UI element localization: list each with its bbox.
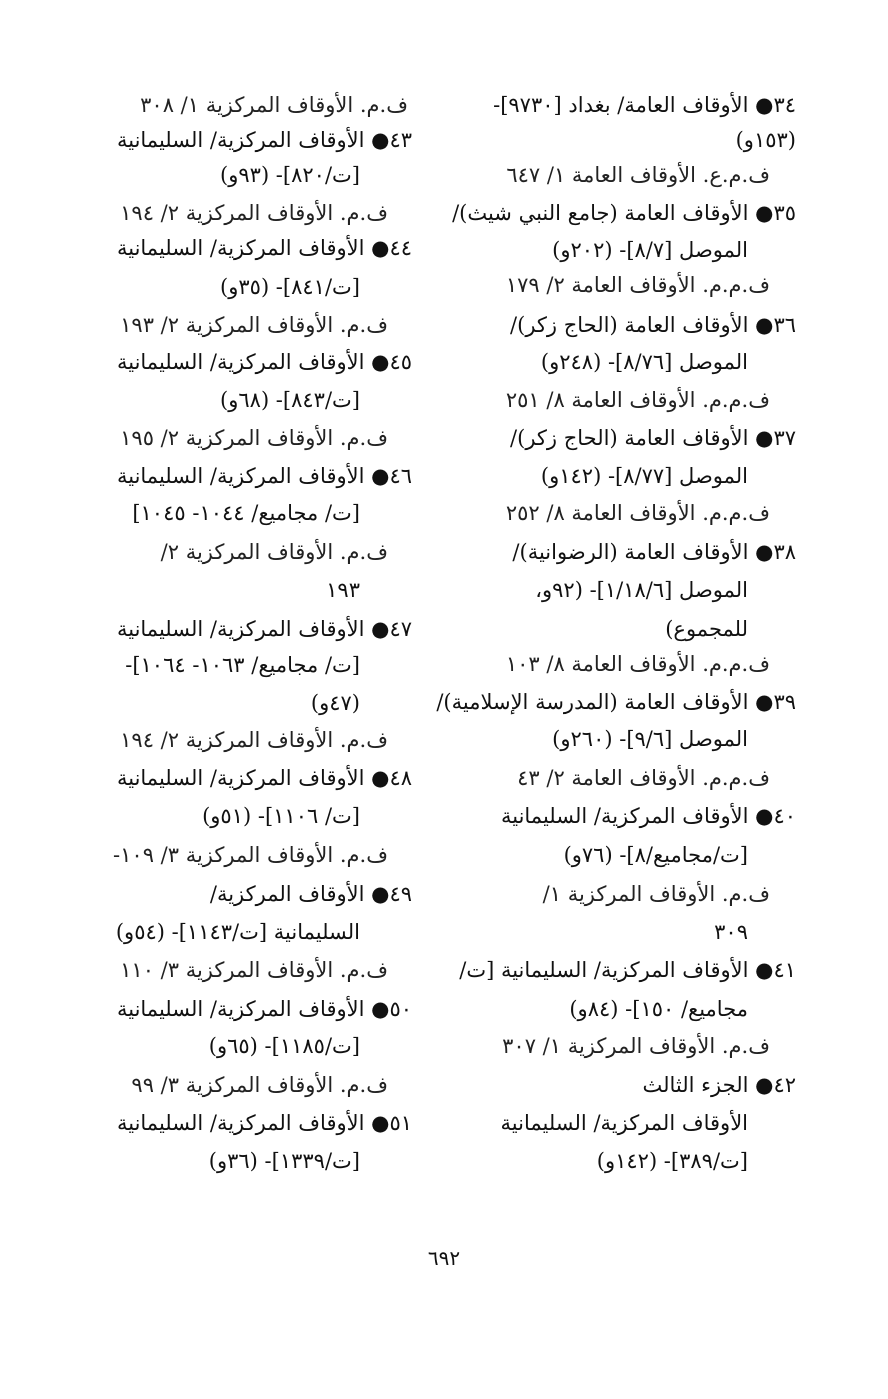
page-number: ٦٩٢ (427, 1246, 461, 1270)
right-column-line-19: ف.م.م. الأوقاف العامة ٢/ ٤٣ (517, 766, 770, 790)
left-column-line-8: ٤٥● الأوقاف المركزية/ السليمانية (116, 350, 412, 374)
left-column-line-12: [ت/ مجاميع/ ١٠٤٤- ١٠٤٥] (132, 501, 360, 525)
right-column-line-26: ف.م. الأوقاف المركزية ١/ ٣٠٧ (502, 1034, 770, 1058)
right-column-line-23: ٣٠٩ (714, 920, 748, 944)
right-column-line-10: ٣٧● الأوقاف العامة (الحاج زكر)/ (510, 426, 796, 450)
right-column-line-6: ف.م.م. الأوقاف العامة ٢/ ١٧٩ (505, 273, 770, 297)
left-column-line-23: السليمانية [ت/١١٤٣]- (٥٤و) (115, 920, 360, 944)
left-column-line-28: ٥١● الأوقاف المركزية/ السليمانية (116, 1111, 412, 1135)
right-column-line-11: الموصل [٨/٧٧]- (١٤٢و) (540, 464, 748, 488)
right-column-line-16: ف.م.م. الأوقاف العامة ٨/ ١٠٣ (505, 652, 770, 676)
left-column-line-21: ف.م. الأوقاف المركزية ٣/ ١٠٩- (113, 843, 388, 867)
right-column-line-9: ف.م.م. الأوقاف العامة ٨/ ٢٥١ (505, 388, 770, 412)
left-column-line-14: ١٩٣ (326, 578, 360, 602)
right-column-line-21: [ت/مجاميع/٨]- (٧٦و) (563, 843, 748, 867)
left-column-line-10: ف.م. الأوقاف المركزية ٢/ ١٩٥ (120, 426, 388, 450)
right-column-line-4: ٣٥● الأوقاف العامة (جامع النبي شيث)/ (452, 201, 796, 225)
left-column-line-5: ٤٤● الأوقاف المركزية/ السليمانية (116, 236, 412, 260)
right-column-line-1: ٣٤● الأوقاف العامة/ بغداد [٩٧٣٠]- (493, 93, 796, 117)
left-column-line-16: [ت/ مجاميع/ ١٠٦٣- ١٠٦٤]- (125, 653, 360, 677)
left-column-line-19: ٤٨● الأوقاف المركزية/ السليمانية (116, 766, 412, 790)
right-column-line-25: مجاميع/ ١٥٠]- (٨٤و) (569, 997, 748, 1021)
right-column-line-12: ف.م.م. الأوقاف العامة ٨/ ٢٥٢ (505, 501, 770, 525)
right-column-line-24: ٤١● الأوقاف المركزية/ السليمانية [ت/ (459, 958, 796, 982)
left-column-line-26: [ت/١١٨٥]- (٦٥و) (208, 1034, 360, 1058)
left-column-line-22: ٤٩● الأوقاف المركزية/ (209, 882, 412, 906)
right-column-line-28: الأوقاف المركزية/ السليمانية (500, 1111, 748, 1135)
left-column-line-15: ٤٧● الأوقاف المركزية/ السليمانية (116, 617, 412, 641)
left-column-line-25: ٥٠● الأوقاف المركزية/ السليمانية (116, 997, 412, 1021)
left-column-line-29: [ت/١٣٣٩]- (٣٦و) (208, 1149, 360, 1173)
left-column-line-1: ف.م. الأوقاف المركزية ١/ ٣٠٨ (140, 93, 408, 117)
right-column-line-3: ف.م.ع. الأوقاف العامة ١/ ٦٤٧ (506, 163, 770, 187)
left-column-line-7: ف.م. الأوقاف المركزية ٢/ ١٩٣ (120, 313, 388, 337)
right-column-line-15: للمجموع) (665, 617, 748, 641)
right-column-line-22: ف.م. الأوقاف المركزية ١/ (542, 882, 770, 906)
left-column-line-27: ف.م. الأوقاف المركزية ٣/ ٩٩ (131, 1073, 388, 1097)
right-column-line-20: ٤٠● الأوقاف المركزية/ السليمانية (500, 804, 796, 828)
right-column-line-2: (١٥٣و) (735, 128, 796, 152)
right-column-line-7: ٣٦● الأوقاف العامة (الحاج زكر)/ (510, 313, 796, 337)
right-column-line-13: ٣٨● الأوقاف العامة (الرضوانية)/ (512, 540, 796, 564)
right-column-line-18: الموصل [٩/٦]- (٢٦٠و) (552, 727, 748, 751)
left-column-line-11: ٤٦● الأوقاف المركزية/ السليمانية (116, 464, 412, 488)
left-column-line-4: ف.م. الأوقاف المركزية ٢/ ١٩٤ (120, 201, 388, 225)
left-column-line-18: ف.م. الأوقاف المركزية ٢/ ١٩٤ (120, 728, 388, 752)
right-column-line-8: الموصل [٨/٧٦]- (٢٤٨و) (540, 350, 748, 374)
left-column-line-2: ٤٣● الأوقاف المركزية/ السليمانية (116, 128, 412, 152)
left-column-line-9: [ت/٨٤٣]- (٦٨و) (220, 388, 360, 412)
right-column-line-29: [ت/٣٨٩]- (١٤٢و) (596, 1149, 748, 1173)
right-column-line-5: الموصل [٨/٧]- (٢٠٢و) (552, 238, 748, 262)
left-column-line-13: ف.م. الأوقاف المركزية ٢/ (160, 540, 388, 564)
right-column-line-27: ٤٢● الجزء الثالث (642, 1073, 796, 1097)
right-column-line-14: الموصل [١/١٨/٦]- (٩٢و، (535, 578, 748, 602)
right-column-line-17: ٣٩● الأوقاف العامة (المدرسة الإسلامية)/ (436, 690, 796, 714)
left-column-line-3: [ت/٨٢٠]- (٩٣و) (220, 163, 360, 187)
left-column-line-20: [ت/ ١١٠٦]- (٥١و) (202, 804, 360, 828)
left-column-line-17: (٤٧و) (310, 691, 360, 715)
left-column-line-24: ف.م. الأوقاف المركزية ٣/ ١١٠ (120, 958, 388, 982)
left-column-line-6: [ت/٨٤١]- (٣٥و) (220, 275, 360, 299)
